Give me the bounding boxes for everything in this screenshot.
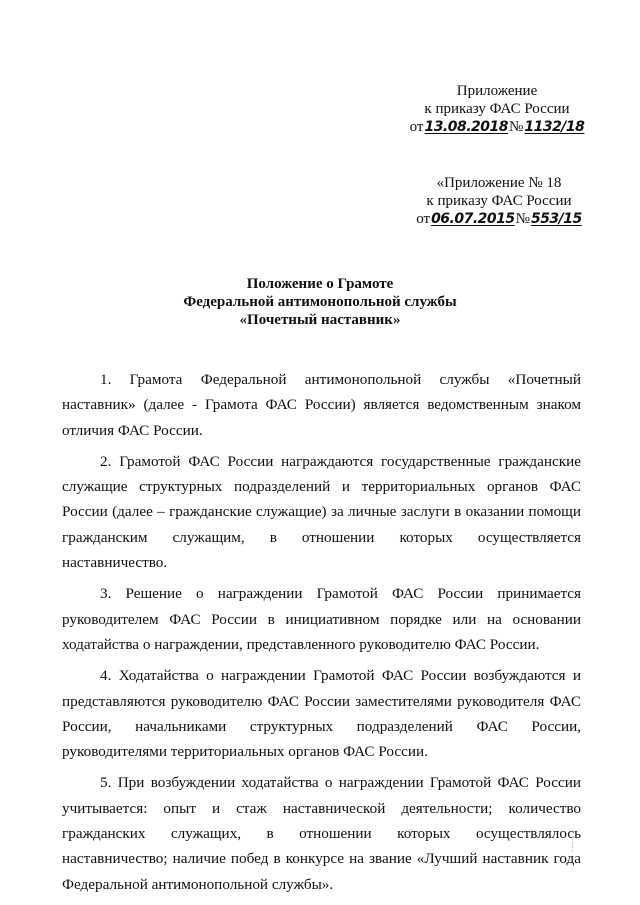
handwritten-date: 06.07.2015 <box>431 211 515 227</box>
appendix-date-line <box>409 118 585 136</box>
title-line: «Почетный наставник» <box>239 312 401 328</box>
paragraph-1: 1. Грамота Федеральной антимонопольной службы «Почетный наставник» (далее - Грамота ФАС России) является ведомственным знаком отличия ФАС России. <box>62 371 581 439</box>
paragraph-3: 3. Решение о награждении Грамотой ФАС России принимается руководителем ФАС России в инициативном порядке или на основании ходатайства о награждении, представленного руководителю ФАС России. <box>62 585 581 653</box>
appendix-title: Приложение <box>456 83 538 99</box>
number-sign: № <box>509 119 524 135</box>
appendix-header-current <box>409 82 585 136</box>
title-line: Положение о Грамоте <box>246 276 394 292</box>
date-prefix: от <box>409 119 424 135</box>
appendix-header-original <box>414 174 584 228</box>
document-body <box>62 367 581 903</box>
paragraph-4: 4. Ходатайства о награждении Грамотой ФАС России возбуждаются и представляются руководителю ФАС России заместителями руководителя ФАС России, начальниками структурных подразделений ФАС России, руководителями территориальных органов ФАС России. <box>62 667 581 761</box>
handwritten-order-number: 1132/18 <box>524 119 585 135</box>
scan-artifact <box>572 836 575 852</box>
paragraph-5: 5. При возбуждении ходатайства о награждении Грамотой ФАС России учитывается: опыт и стаж наставнической деятельности; количество гражданских служащих, в отношении которых осуществлялось наставничество; наличие побед в конкурсе на звание «Лучший наставник года Федеральной антимонопольной службы». <box>62 774 581 893</box>
date-prefix: от <box>416 211 431 227</box>
handwritten-order-number: 553/15 <box>530 211 582 227</box>
title-line: Федеральной антимонопольной службы <box>183 294 457 310</box>
appendix-order-ref: к приказу ФАС России <box>424 101 570 117</box>
number-sign: № <box>515 211 530 227</box>
appendix-order-ref: к приказу ФАС России <box>426 193 572 209</box>
handwritten-date: 13.08.2018 <box>424 119 509 135</box>
paragraph-2: 2. Грамотой ФАС России награждаются государственные гражданские служащие структурных подразделений и территориальных органов ФАС России (далее – гражданские служащие) за личные заслуги в оказании помощи гражданским служащим, в отношении которых осуществляется наставничество. <box>62 452 581 572</box>
document-title <box>100 275 540 329</box>
appendix-date-line <box>414 210 584 228</box>
appendix-title: «Приложение № 18 <box>436 175 562 191</box>
